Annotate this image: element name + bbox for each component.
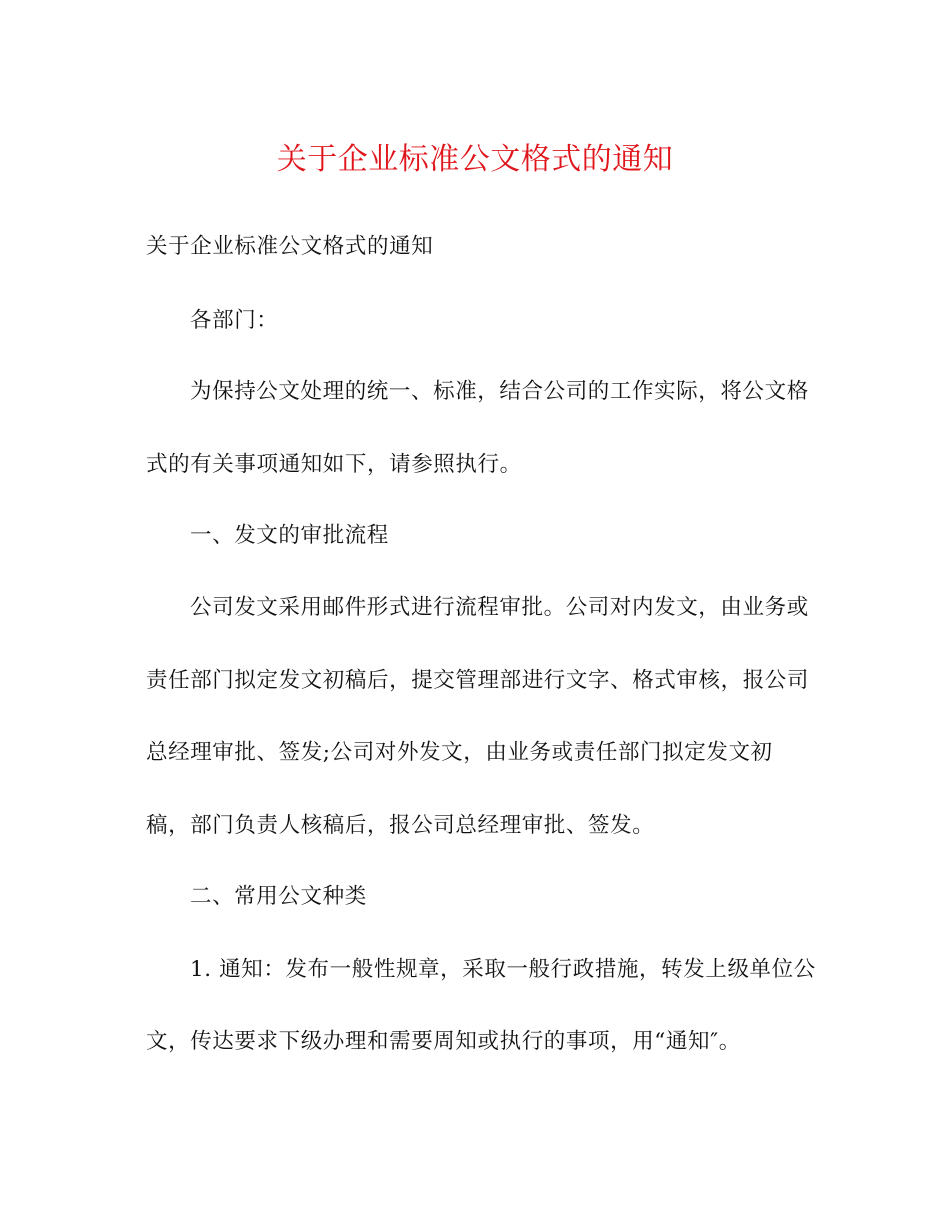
salutation: 各部门： <box>190 308 279 333</box>
body-line: 总经理审批、签发;公司对外发文，由业务或责任部门拟定发文初 <box>146 740 773 765</box>
section-heading: 一、发文的审批流程 <box>190 523 389 548</box>
document-title: 关于企业标准公文格式的通知 <box>276 142 674 177</box>
section-heading: 二、常用公文种类 <box>190 884 367 909</box>
body-line: 公司发文采用邮件形式进行流程审批。公司对内发文，由业务或 <box>190 595 809 620</box>
list-item-line: 1. 通知：发布一般性规章，采取一般行政措施，转发上级单位公 <box>190 957 816 982</box>
body-line: 为保持公文处理的统一、标准，结合公司的工作实际，将公文格 <box>190 379 809 404</box>
list-item-line: 文，传达要求下级办理和需要周知或执行的事项，用“通知″。 <box>146 1029 741 1054</box>
body-line: 式的有关事项通知如下，请参照执行。 <box>146 452 522 477</box>
body-line: 责任部门拟定发文初稿后，提交管理部进行文字、格式审核，报公司 <box>146 668 810 693</box>
subject-line: 关于企业标准公文格式的通知 <box>146 234 434 259</box>
body-line: 稿，部门负责人核稿后，报公司总经理审批、签发。 <box>146 813 655 838</box>
